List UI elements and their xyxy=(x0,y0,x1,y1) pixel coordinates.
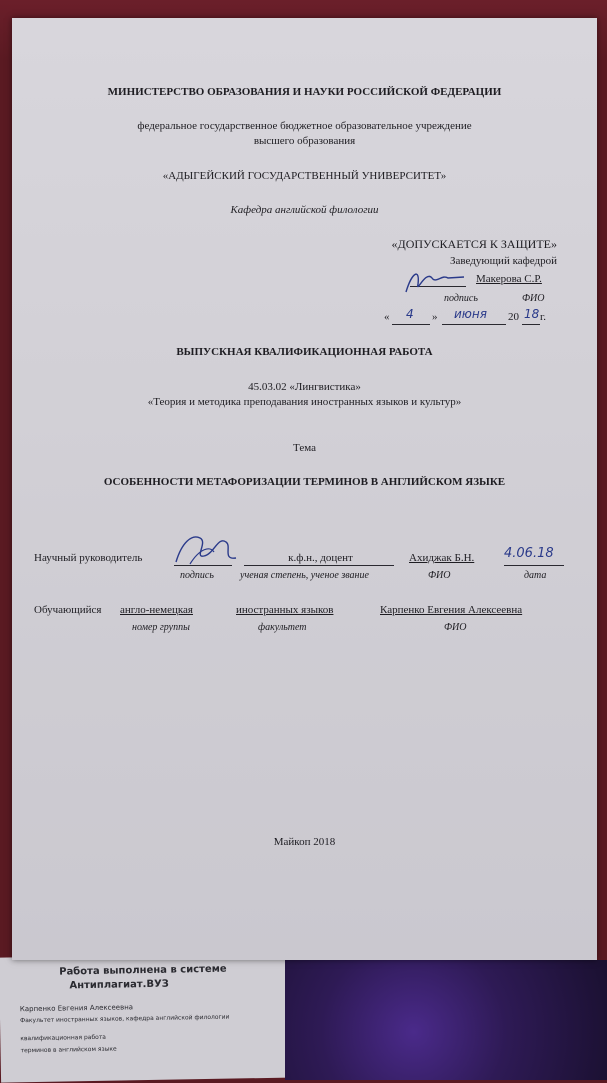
approval-name: Макерова С.Р. xyxy=(476,273,542,285)
supervisor-caption-signature: подпись xyxy=(180,570,214,581)
approval-year: 18 xyxy=(524,307,540,321)
work-type: ВЫПУСКНАЯ КВАЛИФИКАЦИОННАЯ РАБОТА xyxy=(176,346,433,358)
approval-year-suffix: г. xyxy=(540,311,547,323)
supervisor-degree-line xyxy=(244,565,394,566)
student-caption-faculty: факультет xyxy=(258,622,307,633)
city-year: Майкоп 2018 xyxy=(273,836,336,848)
approval-day: 4 xyxy=(406,307,414,321)
student-group: англо-немецкая xyxy=(120,604,193,616)
antiplagiat-line6: терминов в английском языке xyxy=(20,1045,117,1055)
approval-date-open: « xyxy=(384,311,390,323)
approval-month-line xyxy=(442,324,506,325)
student-label: Обучающийся xyxy=(34,604,102,616)
supervisor-degree: к.ф.н., доцент xyxy=(288,552,353,564)
approval-date-close: » xyxy=(432,311,438,323)
theme-title: ОСОБЕННОСТИ МЕТАФОРИЗАЦИИ ТЕРМИНОВ В АНГЛИЙСКОМ ЯЗЫКЕ xyxy=(103,476,506,488)
antiplagiat-line2: Антиплагиат.ВУЗ xyxy=(69,978,169,992)
approval-caption-signature: подпись xyxy=(444,293,478,304)
supervisor-caption-date: дата xyxy=(524,570,547,581)
supervisor-caption-degree: ученая степень, ученое звание xyxy=(240,570,369,581)
approval-month: июня xyxy=(454,307,487,321)
title-page xyxy=(12,18,597,960)
antiplagiat-line4: Факультет иностранных языков, кафедра английской филологии xyxy=(19,1013,230,1025)
student-caption-name: ФИО xyxy=(444,622,467,633)
ministry-title: МИНИСТЕРСТВО ОБРАЗОВАНИЯ И НАУКИ РОССИЙСКОЙ ФЕДЕРАЦИИ xyxy=(107,86,502,98)
student-caption-group: номер группы xyxy=(132,622,190,633)
theme-label: Тема xyxy=(293,442,316,454)
approval-title: «ДОПУСКАЕТСЯ К ЗАЩИТЕ» xyxy=(391,237,557,251)
approval-year-prefix: 20 xyxy=(508,311,519,323)
department-name: Кафедра английской филологии xyxy=(230,204,379,216)
approval-role: Заведующий кафедрой xyxy=(450,255,557,267)
under-sheet xyxy=(0,952,301,1082)
work-code: 45.03.02 «Лингвистика» xyxy=(248,381,361,393)
university-name: «АДЫГЕЙСКИЙ ГОСУДАРСТВЕННЫЙ УНИВЕРСИТЕТ» xyxy=(162,170,447,182)
student-faculty: иностранных языков xyxy=(236,604,334,616)
institution-line2: высшего образования xyxy=(253,135,356,147)
supervisor-label: Научный руководитель xyxy=(34,552,143,564)
student-name: Карпенко Евгения Алексеевна xyxy=(380,604,523,616)
work-profile: «Теория и методика преподавания иностранных языков и культур» xyxy=(147,396,462,408)
supervisor-name: Ахиджак Б.Н. xyxy=(409,552,475,564)
fabric-background xyxy=(285,960,607,1080)
approval-day-line xyxy=(392,324,430,325)
institution-line1: федеральное государственное бюджетное образовательное учреждение xyxy=(137,120,472,132)
approval-caption-name: ФИО xyxy=(522,293,545,304)
supervisor-caption-name: ФИО xyxy=(428,570,451,581)
antiplagiat-line3: Карпенко Евгения Алексеевна xyxy=(19,1003,134,1014)
supervisor-date-line xyxy=(504,565,564,566)
antiplagiat-line1: Работа выполнена в системе xyxy=(59,963,227,978)
approval-year-line xyxy=(522,324,540,325)
supervisor-date: 4.06.18 xyxy=(504,546,554,561)
antiplagiat-line5: квалификационная работа xyxy=(20,1033,107,1043)
